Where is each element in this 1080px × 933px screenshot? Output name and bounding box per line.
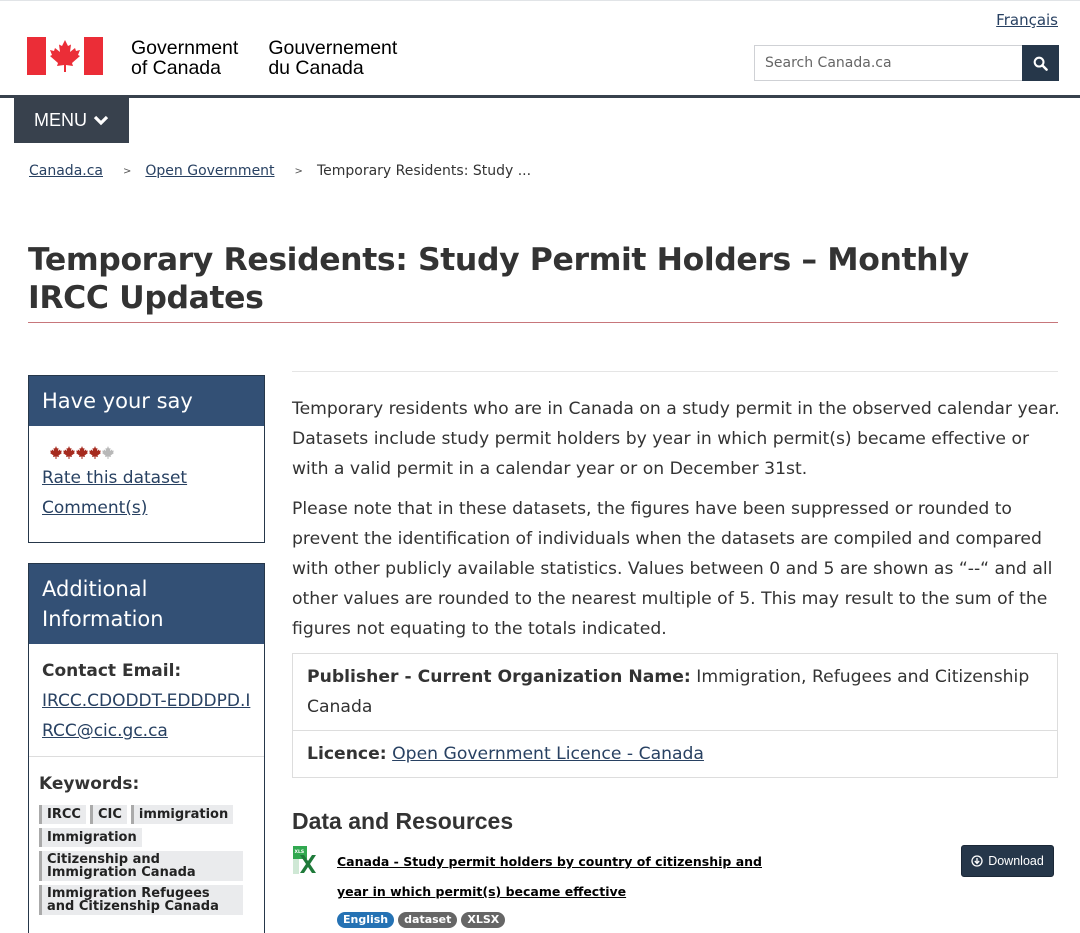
keywords-section: [29, 757, 264, 915]
resource-item: [292, 845, 1058, 933]
rating-stars: [50, 446, 251, 459]
rate-dataset-link[interactable]: Rate this dataset: [42, 468, 188, 488]
menu-button[interactable]: [14, 98, 129, 143]
signature-en-line2: of Canada: [131, 57, 221, 79]
resource-badges: [337, 912, 505, 928]
signature-fr-line1: Gouvernement: [268, 37, 398, 59]
keyword-tag[interactable]: immigration: [131, 805, 233, 824]
breadcrumb-separator: >: [294, 165, 303, 177]
dataset-description: [292, 394, 1062, 654]
have-your-say-panel: [28, 375, 265, 543]
breadcrumb-canada[interactable]: Canada.ca: [29, 163, 103, 179]
content-divider: [292, 371, 1058, 372]
top-border: [0, 0, 1080, 1]
title-divider: [28, 322, 1058, 323]
licence-link[interactable]: Open Government Licence - Canada: [392, 744, 704, 764]
keyword-tag[interactable]: CIC: [90, 805, 127, 824]
header-divider: [0, 95, 1080, 98]
language-badge: English: [337, 912, 394, 928]
keyword-tag[interactable]: IRCC: [39, 805, 86, 824]
search-button[interactable]: [1022, 45, 1059, 81]
star-filled-icon[interactable]: [50, 446, 62, 459]
signature-fr-line2: du Canada: [268, 57, 364, 79]
breadcrumb: [29, 163, 531, 179]
rating-section: [29, 426, 264, 523]
breadcrumb-open-government[interactable]: Open Government: [145, 163, 275, 179]
contact-section: [29, 644, 264, 757]
format-badge: XLSX: [461, 912, 505, 928]
publisher-value: Immigration, Refugees and Citizenship Canada: [307, 667, 1030, 717]
licence-label: Licence:: [307, 744, 387, 764]
excel-file-icon-label: XLS: [294, 850, 305, 855]
breadcrumb-current: Temporary Residents: Study ...: [316, 163, 532, 179]
search-input[interactable]: [754, 45, 1022, 81]
signature-en-line1: Government: [131, 37, 239, 59]
download-label: Download: [988, 854, 1044, 868]
star-filled-icon[interactable]: [63, 446, 75, 459]
comments-link[interactable]: Comment(s): [42, 498, 148, 518]
description-paragraph-1: Temporary residents who are in Canada on a study permit in the observed calendar year. Datasets include study permit holders by year in which permit(s) became effective or with a valid permit in a calendar year or on December 31st.: [292, 399, 1060, 479]
search-form: [754, 45, 1059, 81]
government-signature-logo[interactable]: [27, 37, 397, 78]
additional-information-panel: [28, 563, 265, 933]
publisher-label: Publisher - Current Organization Name:: [307, 667, 691, 687]
search-icon: [1033, 56, 1048, 71]
canada-flag-icon: [27, 37, 103, 75]
excel-file-icon: [292, 845, 322, 875]
download-button[interactable]: [961, 845, 1054, 877]
signature-english: [131, 38, 238, 78]
keyword-tags: [39, 805, 254, 915]
type-badge: dataset: [398, 912, 457, 928]
menu-label: MENU: [34, 110, 87, 130]
keyword-tag[interactable]: Immigration: [39, 828, 142, 847]
contact-email-label: Contact Email:: [42, 661, 182, 681]
resources-heading: Data and Resources: [292, 808, 514, 834]
publisher-row: [293, 654, 1057, 730]
page-title: Temporary Residents: Study Permit Holders – Monthly IRCC Updates: [28, 242, 969, 316]
keyword-tag[interactable]: Immigration Refugees and Citizenship Canada: [39, 885, 243, 915]
star-empty-icon[interactable]: [102, 446, 114, 459]
keyword-tag[interactable]: Citizenship and Immigration Canada: [39, 851, 243, 881]
language-toggle-link[interactable]: Français: [996, 11, 1058, 29]
keywords-label: Keywords:: [39, 774, 140, 794]
star-filled-icon[interactable]: [76, 446, 88, 459]
resource-title-link[interactable]: Canada - Study permit holders by country of citizenship and year in which permit(s) became effective: [337, 854, 762, 899]
have-your-say-heading: Have your say: [29, 376, 264, 426]
breadcrumb-separator: >: [123, 165, 132, 177]
dataset-metadata: [292, 653, 1058, 778]
signature-french: [268, 38, 397, 78]
licence-row: [293, 730, 1057, 777]
additional-information-heading: Additional Information: [29, 564, 264, 644]
download-icon: [971, 855, 983, 867]
description-paragraph-2: Please note that in these datasets, the figures have been suppressed or rounded to prevent the identification of individuals when the datasets are compiled and compared with other publicly available statistics. Values between 0 and 5 are shown as “--“ and all other values are rounded to the nearest multiple of 5. This may result to the sum of the figures not equating to the totals indicated.: [292, 499, 1053, 639]
star-filled-icon[interactable]: [89, 446, 101, 459]
contact-email-link[interactable]: IRCC.CDODDT-EDDDPD.IRCC@cic.gc.ca: [42, 691, 251, 741]
chevron-down-icon: [93, 115, 109, 127]
